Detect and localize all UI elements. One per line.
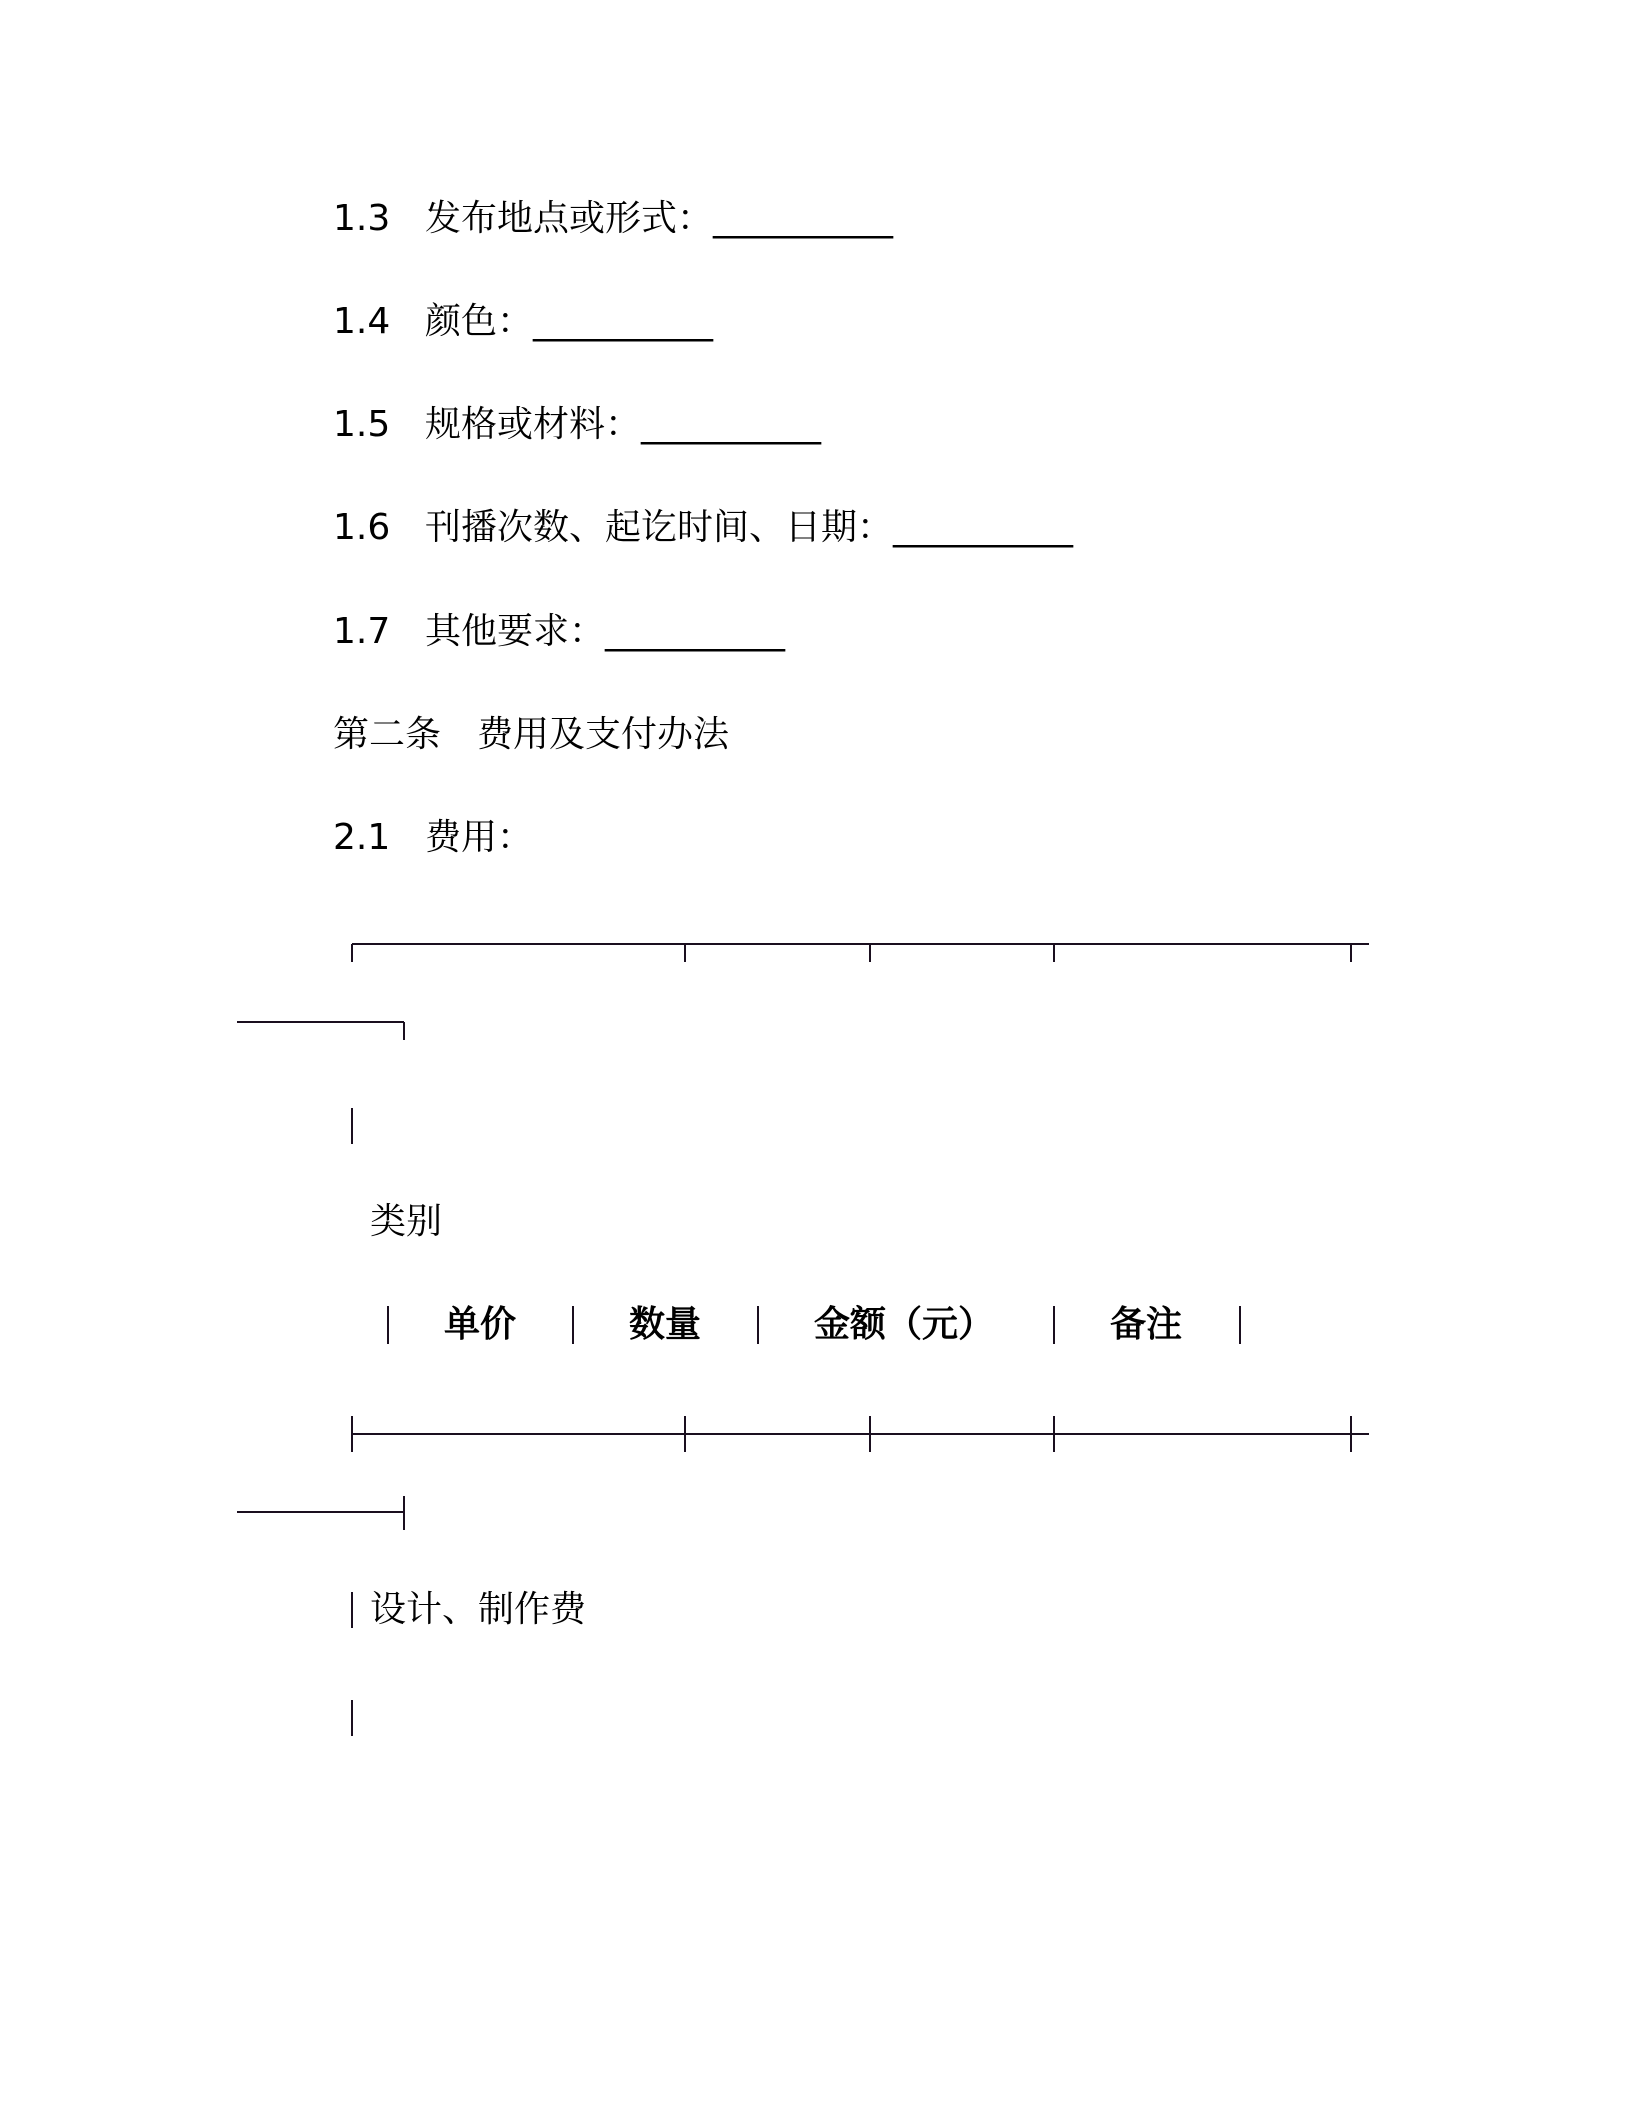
article-2-heading (333, 709, 729, 761)
clause-1-3 (333, 193, 893, 245)
table-header-remarks: 备注 (1110, 1304, 1183, 1345)
clause-text: 其他要求：__________ (425, 611, 786, 652)
clause-text: 规格或材料：__________ (425, 404, 822, 445)
clause-number: 1.4 (333, 301, 391, 342)
article-title: 费用及支付办法 (477, 714, 730, 755)
clause-number: 1.6 (333, 507, 391, 548)
table-header-amount: 金额（元） (814, 1304, 995, 1345)
article-label: 第二条 (333, 714, 442, 755)
clause-1-5 (333, 399, 821, 451)
clause-text: 费用： (425, 817, 534, 858)
clause-text: 发布地点或形式：__________ (425, 198, 894, 239)
table-row-design-fee: 设计、制作费 (370, 1589, 587, 1630)
clause-1-4 (333, 296, 713, 348)
clause-number: 2.1 (333, 817, 391, 858)
clause-number: 1.3 (333, 198, 391, 239)
clause-2-1 (333, 812, 533, 864)
clause-number: 1.5 (333, 404, 391, 445)
clause-text: 颜色：__________ (425, 301, 714, 342)
table-header-quantity: 数量 (629, 1304, 702, 1345)
table-header-unit-price: 单价 (444, 1304, 517, 1345)
clause-1-7 (333, 606, 785, 658)
table-header-category: 类别 (370, 1201, 443, 1242)
clause-number: 1.7 (333, 611, 391, 652)
clause-text: 刊播次数、起讫时间、日期：__________ (425, 507, 1074, 548)
clause-1-6 (333, 502, 1073, 554)
